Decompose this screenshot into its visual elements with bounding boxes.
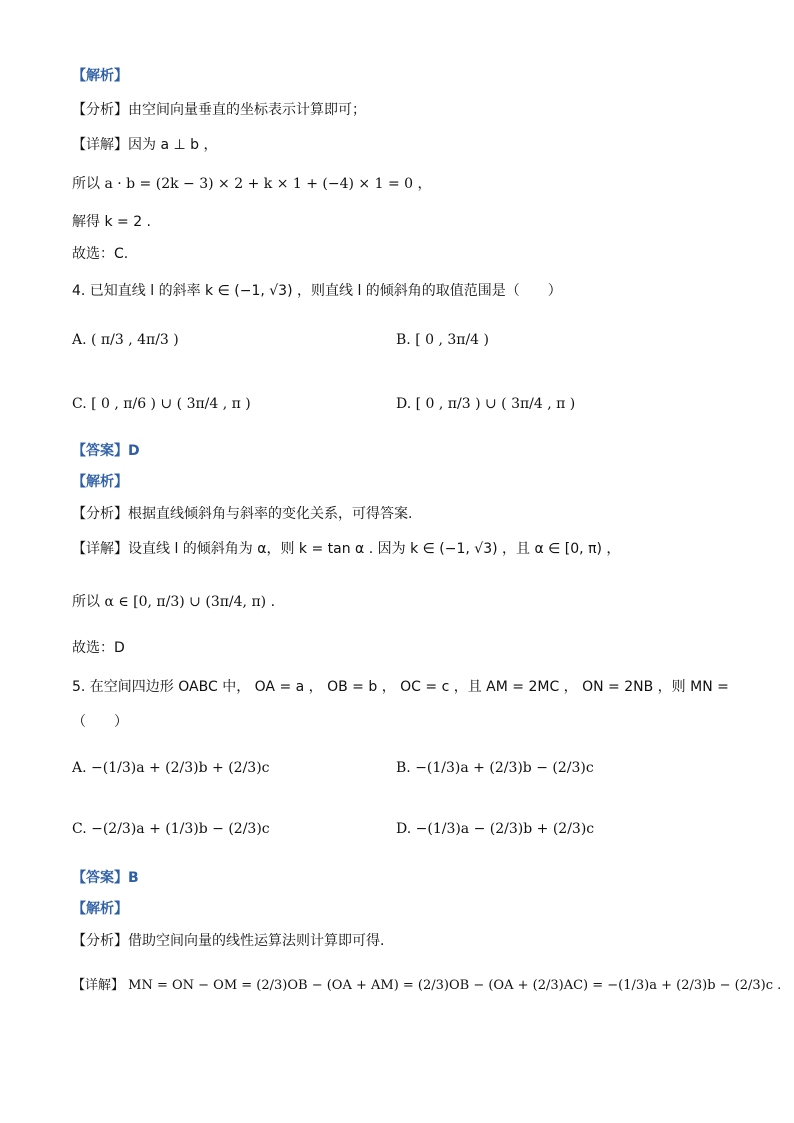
answer-label: 【答案】D xyxy=(72,443,140,459)
analysis-text: 【分析】由空间向量垂直的坐标表示计算即可； xyxy=(72,102,366,118)
question-4: 4. 已知直线 l 的斜率 k ∈ (−1, √3) ，则直线 l 的倾斜角的取值范围是（ ） xyxy=(72,283,562,299)
q4-option-c: C. [ 0 , π/6 ) ∪ ( 3π/4 , π ) xyxy=(72,396,251,412)
question-5-paren: （ ） xyxy=(72,714,128,730)
q5-option-b: B. −(1/3)a + (2/3)b − (2/3)c xyxy=(396,760,594,776)
analysis-text-3: 【分析】借助空间向量的线性运算法则计算即可得. xyxy=(72,933,385,949)
section-label-analysis: 【解析】 xyxy=(72,68,128,84)
q4-option-a: A. ( π/3 , 4π/3 ) xyxy=(72,332,179,348)
detail-text-3: 解得 k = 2 . xyxy=(72,214,151,230)
detail-text-6: 【详解】 MN = ON − OM = (2/3)OB − (OA + AM) = (2/3)OB − (OA + (2/3)AC) = −(1/3)a + (2/3)b − (2/3)c . xyxy=(72,978,782,993)
answer-choice-text: 故选：C. xyxy=(72,246,129,262)
detail-text-4: 【详解】设直线 l 的倾斜角为 α，则 k = tan α . 因为 k ∈ (−1, √3) ，且 α ∈ [0, π) ， xyxy=(72,541,621,557)
answer-choice-text-2: 故选：D xyxy=(72,640,125,656)
detail-text-5: 所以 α ∈ [0, π/3) ∪ (3π/4, π) . xyxy=(72,594,276,610)
q4-option-b: B. [ 0 , 3π/4 ) xyxy=(396,332,490,348)
answer-label-2: 【答案】B xyxy=(72,870,139,886)
section-label-analysis-2: 【解析】 xyxy=(72,474,128,490)
q5-option-d: D. −(1/3)a − (2/3)b + (2/3)c xyxy=(396,821,595,837)
analysis-text-2: 【分析】根据直线倾斜角与斜率的变化关系，可得答案. xyxy=(72,506,413,522)
question-5: 5. 在空间四边形 OABC 中， OA = a ， OB = b ， OC = c ，且 AM = 2MC ， ON = 2NB ，则 MN = xyxy=(72,679,729,695)
q5-option-c: C. −(2/3)a + (1/3)b − (2/3)c xyxy=(72,821,270,837)
detail-text-2: 所以 a · b = (2k − 3) × 2 + k × 1 + (−4) × 1 = 0 ， xyxy=(72,176,432,192)
q5-option-a: A. −(1/3)a + (2/3)b + (2/3)c xyxy=(72,760,270,776)
section-label-analysis-3: 【解析】 xyxy=(72,901,128,917)
q4-option-d: D. [ 0 , π/3 ) ∪ ( 3π/4 , π ) xyxy=(396,396,576,412)
detail-text-1: 【详解】因为 a ⊥ b ， xyxy=(72,137,218,153)
